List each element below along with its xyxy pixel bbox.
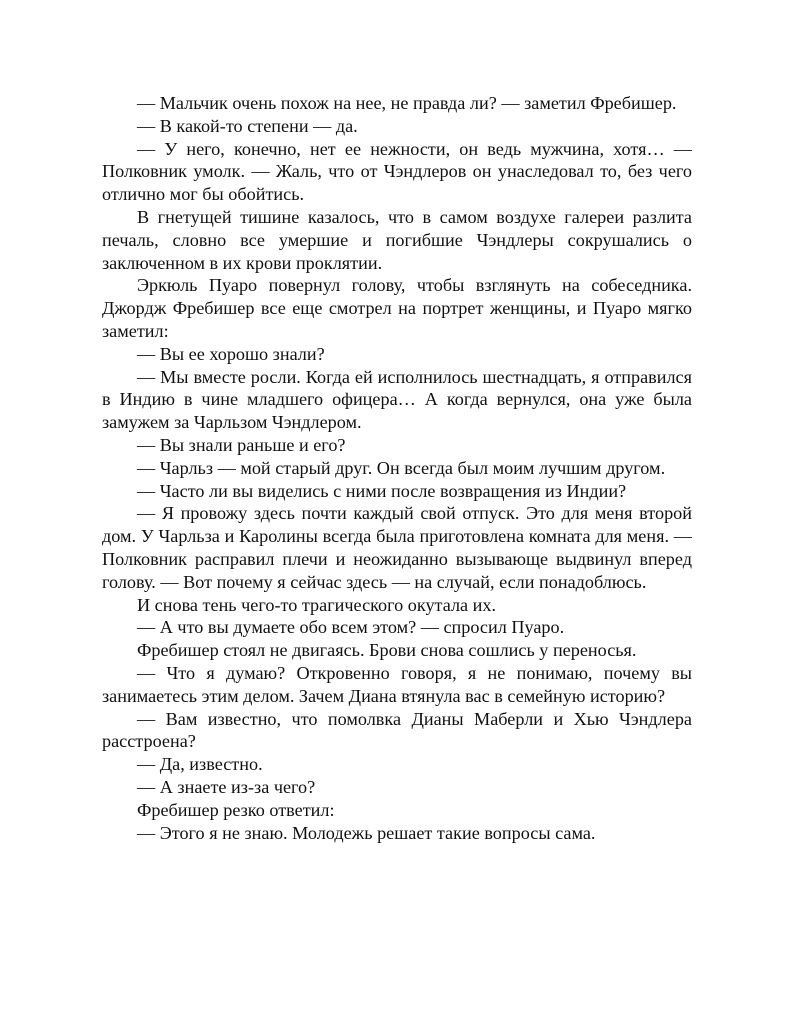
paragraph: Фребишер резко ответил: <box>137 799 335 820</box>
paragraph: — А что вы думаете обо всем этом? — спросил Пуаро. <box>137 617 565 638</box>
paragraph: — Вы знали раньше и его? <box>137 434 346 455</box>
paragraph: Фребишер стоял не двигаясь. Брови снова сошлись у переносья. <box>137 640 637 661</box>
paragraph: — Что я думаю? Откровенно говоря, я не понимаю, почему вы занимаетесь этим делом. Зачем Диана втянула вас в семейную историю? <box>102 662 692 706</box>
paragraph: — Вы ее хорошо знали? <box>137 343 325 364</box>
paragraph: — В какой-то степени — да. <box>137 115 358 136</box>
body-text <box>102 92 692 844</box>
paragraph: — Чарльз — мой старый друг. Он всегда был моим лучшим другом. <box>137 457 666 478</box>
paragraph: — Я провожу здесь почти каждый свой отпуск. Это для меня второй дом. У Чарльза и Каролины всегда была приготовлена комната для меня. — Полковник расправил плечи и неожиданно вызывающе выдвинул вперед голову. — Вот почему я сейчас здесь — на случай, если понадоблюсь. <box>102 503 692 592</box>
paragraph: В гнетущей тишине казалось, что в самом воздухе галереи разлита печаль, словно все умершие и погибшие Чэндлеры сокрушались о заключенном в их крови проклятии. <box>102 206 692 273</box>
paragraph: — Да, известно. <box>137 754 263 775</box>
paragraph: И снова тень чего-то трагического окутала их. <box>137 594 497 615</box>
paragraph: — Мы вместе росли. Когда ей исполнилось шестнадцать, я отправился в Индию в чине младшего офицера… А когда вернулся, она уже была замужем за Чарльзом Чэндлером. <box>102 366 692 433</box>
paragraph: — У него, конечно, нет ее нежности, он ведь мужчина, хотя… — Полковник умолк. — Жаль, что от Чэндлеров он унаследовал то, без чего отлично мог бы обойтись. <box>102 138 692 205</box>
paragraph: — Мальчик очень похож на нее, не правда ли? — заметил Фребишер. <box>137 93 677 113</box>
paragraph: — Вам известно, что помолвка Дианы Маберли и Хью Чэндлера расстроена? <box>102 708 692 752</box>
paragraph: — А знаете из-за чего? <box>137 776 316 797</box>
paragraph: — Часто ли вы виделись с ними после возвращения из Индии? <box>137 480 627 501</box>
paragraph: Эркюль Пуаро повернул голову, чтобы взглянуть на собеседника. Джордж Фребишер все еще смотрел на портрет женщины, и Пуаро мягко заметил: <box>102 275 692 341</box>
paragraph: — Этого я не знаю. Молодежь решает такие вопросы сама. <box>137 822 596 843</box>
